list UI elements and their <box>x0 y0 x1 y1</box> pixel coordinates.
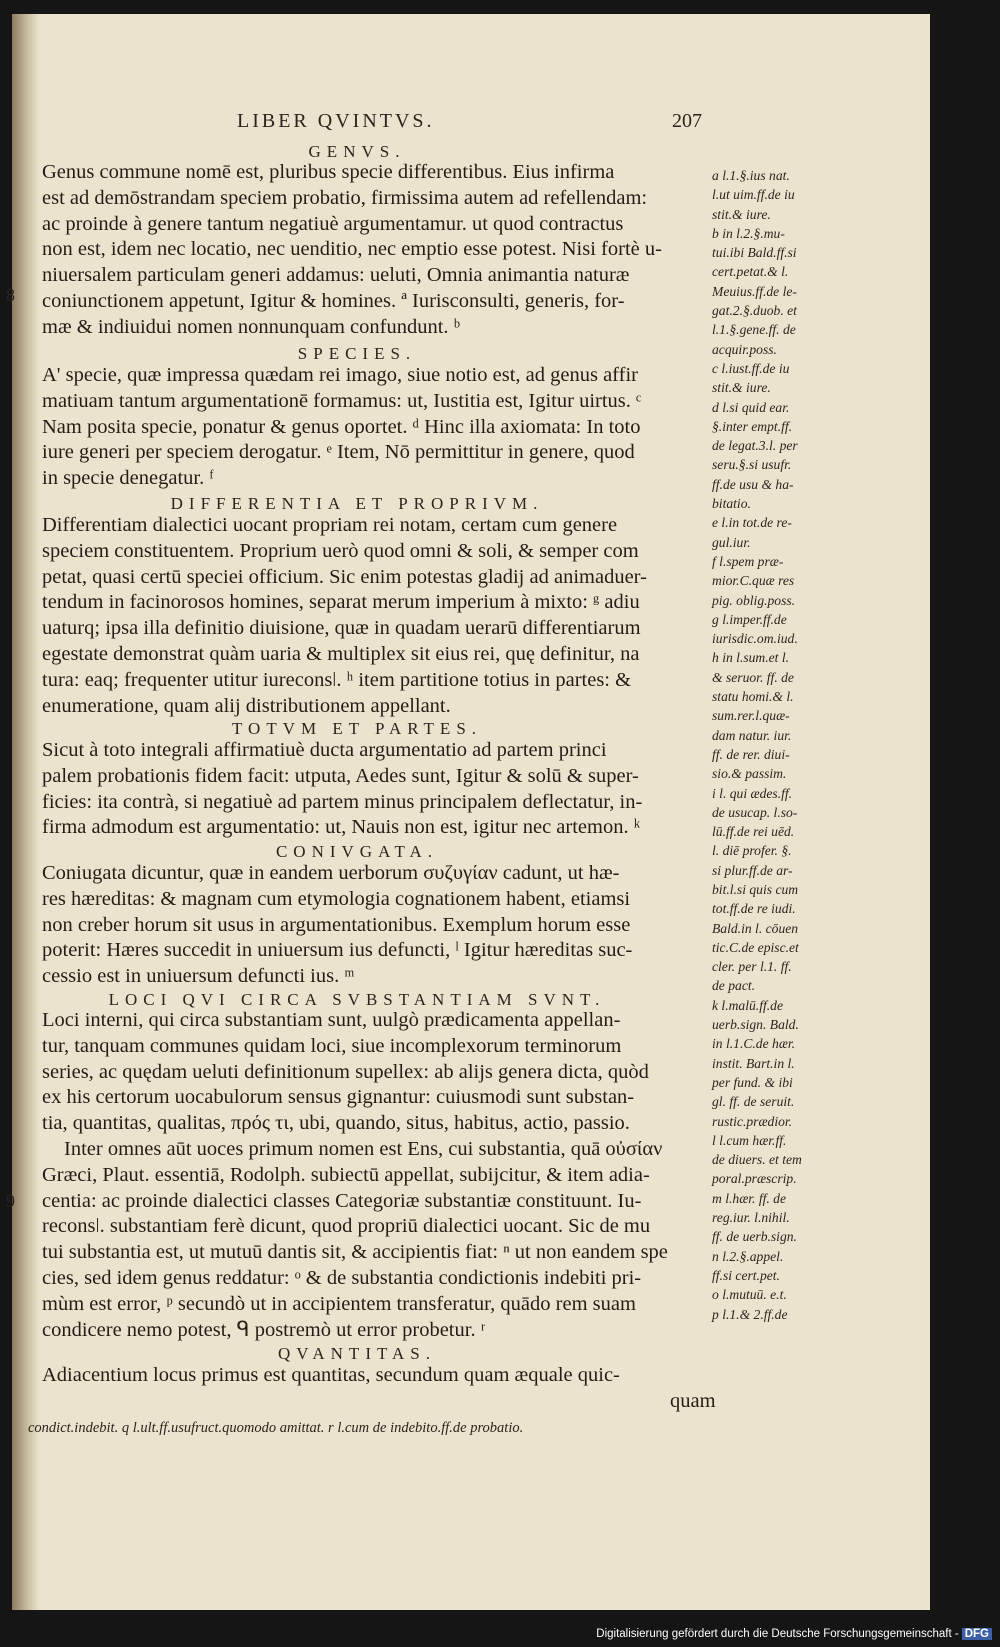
margin-note-line: poral.præscrip. <box>712 1171 797 1187</box>
text-line: palem probationis fidem facit: utputa, Aedes sunt, Igitur & solū & super- <box>42 764 639 787</box>
text-line: centia: ac proinde dialectici classes Categoriæ substantiæ constituunt. Iu- <box>42 1189 642 1212</box>
text-line: cessio est in uniuersum defuncti ius. ᵐ <box>42 965 355 988</box>
heading-species: SPECIES. <box>297 344 417 363</box>
margin-note-line: o l.mutuū. e.t. <box>712 1287 787 1303</box>
margin-note-line: sum.rer.l.quæ- <box>712 708 790 724</box>
text-line: quam <box>670 1389 716 1412</box>
margin-note-line: per fund. & ibi <box>712 1074 793 1090</box>
book-page <box>6 14 930 1610</box>
text-line: egestate demonstrat quàm uaria & multiplex sit eius rei, quę definitur, na <box>42 642 640 665</box>
section-genus <box>42 160 662 341</box>
heading-loci: LOCI QVI CIRCA SVBSTANTIAM SVNT. <box>108 990 606 1009</box>
margin-note-line: a l.1.§.ius nat. <box>712 168 790 183</box>
margin-note-line: Meuius.ff.de le- <box>712 283 797 299</box>
margin-note-line: & seruor. ff. de <box>712 669 794 685</box>
margin-note-line: c l.iust.ff.de iu <box>712 360 790 376</box>
text-line: tur, tanquam communes quidam loci, siue incomplexorum terminorum <box>42 1034 622 1057</box>
text-line: ficies: ita contrà, si negatiuè ad partem minus principalem deflectatur, in- <box>42 790 643 813</box>
text-line: in specie denegatur. ᶠ <box>42 467 214 490</box>
margin-note-line: acquir.poss. <box>712 341 777 357</box>
margin-note-line: b in l.2.§.mu- <box>712 225 785 241</box>
margin-note-line: in l.1.C.de hær. <box>712 1036 796 1052</box>
text-line: enumeratione, quam alij distributionem appellant. <box>42 694 451 717</box>
line-number: 8 <box>6 285 15 305</box>
text-line: res hæreditas: & magnam cum etymologia cognationem habent, etiamsi <box>42 887 631 910</box>
section-loci <box>42 1008 668 1343</box>
text-line: firma admodum est argumentatio: ut, Nauis non est, igitur nec artemon. ᵏ <box>42 816 641 839</box>
margin-note-line: tic.C.de episc.et <box>712 939 799 955</box>
heading-totum: TOTVM ET PARTES. <box>231 719 483 738</box>
margin-note-line: dam natur. iur. <box>712 727 792 743</box>
heading-differentia: DIFFERENTIA ET PROPRIVM. <box>170 494 544 513</box>
margin-note-line: uerb.sign. Bald. <box>712 1017 799 1033</box>
margin-note-line: ff.si cert.pet. <box>712 1267 780 1283</box>
text-line: poterit: Hæres succedit in uniuersum ius defuncti, ˡ Igitur hæreditas suc- <box>42 939 633 962</box>
margin-note-line: k l.malū.ff.de <box>712 997 783 1013</box>
margin-note-line: seru.§.si usufr. <box>712 457 792 473</box>
margin-note-line: bitatio. <box>712 496 751 512</box>
text-line: series, ac quędam ueluti definitionum supellex: ab alijs genera dicta, quòd <box>42 1060 649 1083</box>
margin-note-line: l.ut uim.ff.de iu <box>712 187 795 203</box>
margin-note-line: de pact. <box>712 978 756 994</box>
section-differentia <box>42 513 647 719</box>
text-line: Græci, Plaut. essentiā, Rodolph. subiectū appellat, subijcitur, & item adia- <box>42 1163 650 1186</box>
text-line: Adiacentium locus primus est quantitas, secundum quam æquale quic- <box>42 1364 620 1386</box>
margin-note-line: bit.l.si quis cum <box>712 881 799 897</box>
margin-note-line: §.inter empt.ff. <box>712 418 793 434</box>
text-line: ac proinde à genere tantum negatiuè argumentamur. ut quod contractus <box>42 212 624 235</box>
dfg-logo: DFG <box>962 1628 992 1640</box>
text-line: speciem constituentem. Proprium uerò quod omni & soli, & semper com <box>42 539 639 562</box>
margin-note-line: de usucap. l.so- <box>712 804 798 820</box>
margin-note-line: p l.1.& 2.ff.de <box>712 1306 788 1322</box>
margin-note-line: gul.iur. <box>712 534 751 550</box>
margin-note-line: cler. per l.1. ff. <box>712 959 792 975</box>
margin-note-line: sio.& passim. <box>712 766 787 782</box>
text-line: niuersalem particulam generi addamus: ueluti, Omnia animantia naturæ <box>42 264 630 287</box>
margin-note-line: d l.si quid ear. <box>712 399 790 415</box>
margin-note-line: gat.2.§.duob. et <box>712 303 797 319</box>
margin-notes <box>712 166 827 1324</box>
margin-note-line: m l.hær. ff. de <box>712 1190 787 1206</box>
margin-note-line: f l.spem præ- <box>712 553 784 569</box>
margin-note-line: stit.& iure. <box>712 380 771 396</box>
margin-note-line: cert.petat.& l. <box>712 264 789 280</box>
line-number: 9 <box>6 1191 15 1211</box>
running-title: LIBER QVINTVS. <box>237 110 435 132</box>
margin-note-line: statu homi.& l. <box>712 689 794 705</box>
margin-note-line: rustic.prædior. <box>712 1113 793 1129</box>
margin-note-line: l.1.§.gene.ff. de <box>712 322 796 338</box>
text-line: reconsǀ. substantiam ferè dicunt, quod propriū dialectici uocant. Sic de mu <box>42 1215 651 1238</box>
text-line: Nam posita specie, ponatur & genus oportet. ᵈ Hinc illa axiomata: In toto <box>42 415 641 438</box>
margin-note-line: g l.imper.ff.de <box>712 611 787 627</box>
text-line: mæ & indiuidui nomen nonnunquam confundunt. ᵇ <box>42 315 461 338</box>
margin-note-line: tot.ff.de re iudi. <box>712 901 796 917</box>
page-gutter <box>12 14 40 1610</box>
text-line: petat, quasi certū speciei officium. Sic enim potestas gladij ad animaduer- <box>42 565 647 588</box>
heading-genus: GENVS. <box>308 142 406 161</box>
text-line: condicere nemo potest, ᑫ postremò ut error probetur. ʳ <box>42 1318 486 1341</box>
credit-text: Digitalisierung gefördert durch die Deutsche Forschungsgemeinschaft - <box>596 1628 959 1640</box>
text-line: tui substantia est, ut mutuū dantis sit, & accipientis fiat: ⁿ ut non eandem spe <box>42 1241 668 1264</box>
margin-note-line: ff.de usu & ha- <box>712 476 794 492</box>
margin-note-line: mior.C.quæ res <box>712 573 795 589</box>
margin-note-line: si plur.ff.de ar- <box>712 862 793 878</box>
text-line: ex his certorum uocabulorum sensus gignantur: cuiusmodi sunt substan- <box>42 1086 635 1109</box>
text-line: Inter omnes aūt uoces primum nomen est Ens, cui substantia, quā οὐσίαν <box>64 1137 663 1160</box>
margin-note-line: tui.ibi Bald.ff.si <box>712 245 797 261</box>
margin-note-line: de diuers. et tem <box>712 1152 802 1168</box>
heading-quantitas: QVANTITAS. <box>278 1344 436 1363</box>
text-line: tia, quantitas, qualitas, πρός τι, ubi, quando, situs, habitus, actio, passio. <box>42 1112 630 1135</box>
margin-note-line: gl. ff. de seruit. <box>712 1094 795 1110</box>
margin-note-line: Bald.in l. cōuen <box>712 920 799 936</box>
section-coniugata <box>42 861 632 990</box>
text-line: mùm est error, ᵖ secundò ut in accipientem transferatur, quādo rem suam <box>42 1292 636 1315</box>
margin-note-line: l l.cum hær.ff. <box>712 1132 787 1148</box>
folio-number: 207 <box>672 110 702 132</box>
text-line: uaturq; ipsa illa definitio diuisione, quæ in quadam uerarū differentiarum <box>42 617 641 640</box>
heading-coniugata: CONIVGATA. <box>275 842 439 861</box>
margin-note-line: i l. qui ædes.ff. <box>712 785 793 801</box>
margin-note-line: l. diē profer. §. <box>712 843 792 859</box>
margin-note-line: stit.& iure. <box>712 206 771 222</box>
text-line: Genus commune nomē est, pluribus specie differentibus. Eius infirma <box>42 161 615 183</box>
text-line: cies, sed idem genus reddatur: ᵒ & de substantia condictionis indebiti pri- <box>42 1266 642 1289</box>
margin-note-line: h in l.sum.et l. <box>712 650 790 666</box>
text-line: A' specie, quæ impressa quædam rei imago, siue notio est, ad genus affir <box>42 364 638 386</box>
margin-note-line: ff. de uerb.sign. <box>712 1229 797 1245</box>
section-quantitas <box>42 1363 716 1415</box>
footnote-continuation: condict.indebit. q l.ult.ff.usufruct.quomodo amittat. r l.cum de indebito.ff.de probatio. <box>28 1420 524 1436</box>
margin-note-line: n l.2.§.appel. <box>712 1248 784 1264</box>
margin-note-line: e l.in tot.de re- <box>712 515 792 531</box>
margin-note-line: pig. oblig.poss. <box>712 592 796 608</box>
section-totum <box>42 738 642 841</box>
text-line: tendum in facinorosos homines, separat merum imperium à mixto: ᵍ adiu <box>42 591 640 614</box>
text-line: iure generi per speciem derogatur. ᵉ Item, Nō permittitur in genere, quod <box>42 441 635 464</box>
text-line: Differentiam dialectici uocant propriam rei notam, certam cum genere <box>42 514 618 536</box>
text-line: coniunctionem appetunt, Igitur & homines. ª Iurisconsulti, generis, for- <box>42 289 625 312</box>
margin-note-line: ff. de rer. diui- <box>712 746 790 762</box>
text-line: Sicut à toto integrali affirmatiuè ducta argumentatio ad partem princi <box>42 739 607 761</box>
section-species <box>42 363 641 492</box>
margin-note-line: iurisdic.om.iud. <box>712 631 798 647</box>
text-line: Loci interni, qui circa substantiam sunt, uulgò prædicamenta appellan- <box>42 1009 621 1031</box>
margin-note-line: instit. Bart.in l. <box>712 1055 795 1071</box>
text-line: non est, idem nec locatio, nec uenditio, nec emptio esse potest. Nisi fortè u- <box>42 238 662 261</box>
margin-note-line: reg.iur. l.nihil. <box>712 1210 790 1226</box>
text-line: matiuam tantum argumentationē formamus: ut, Iustitia est, Igitur uirtus. ᶜ <box>42 389 642 412</box>
text-line: non creber horum sit usus in argumentationibus. Exemplum horum esse <box>42 913 631 936</box>
text-line: tura: eaq; frequenter utitur iureconsǀ. ʰ item partitione totius in partes: & <box>42 668 632 691</box>
digitization-credit <box>596 1628 992 1640</box>
text-line: Coniugata dicuntur, quæ in eandem uerborum συζυγίαν cadunt, ut hæ- <box>42 862 620 884</box>
margin-note-line: de legat.3.l. per <box>712 438 798 454</box>
margin-note-line: lū.ff.de rei uēd. <box>712 824 795 840</box>
text-line: est ad demōstrandam speciem probatio, firmissima autem ad refellendam: <box>42 186 648 209</box>
